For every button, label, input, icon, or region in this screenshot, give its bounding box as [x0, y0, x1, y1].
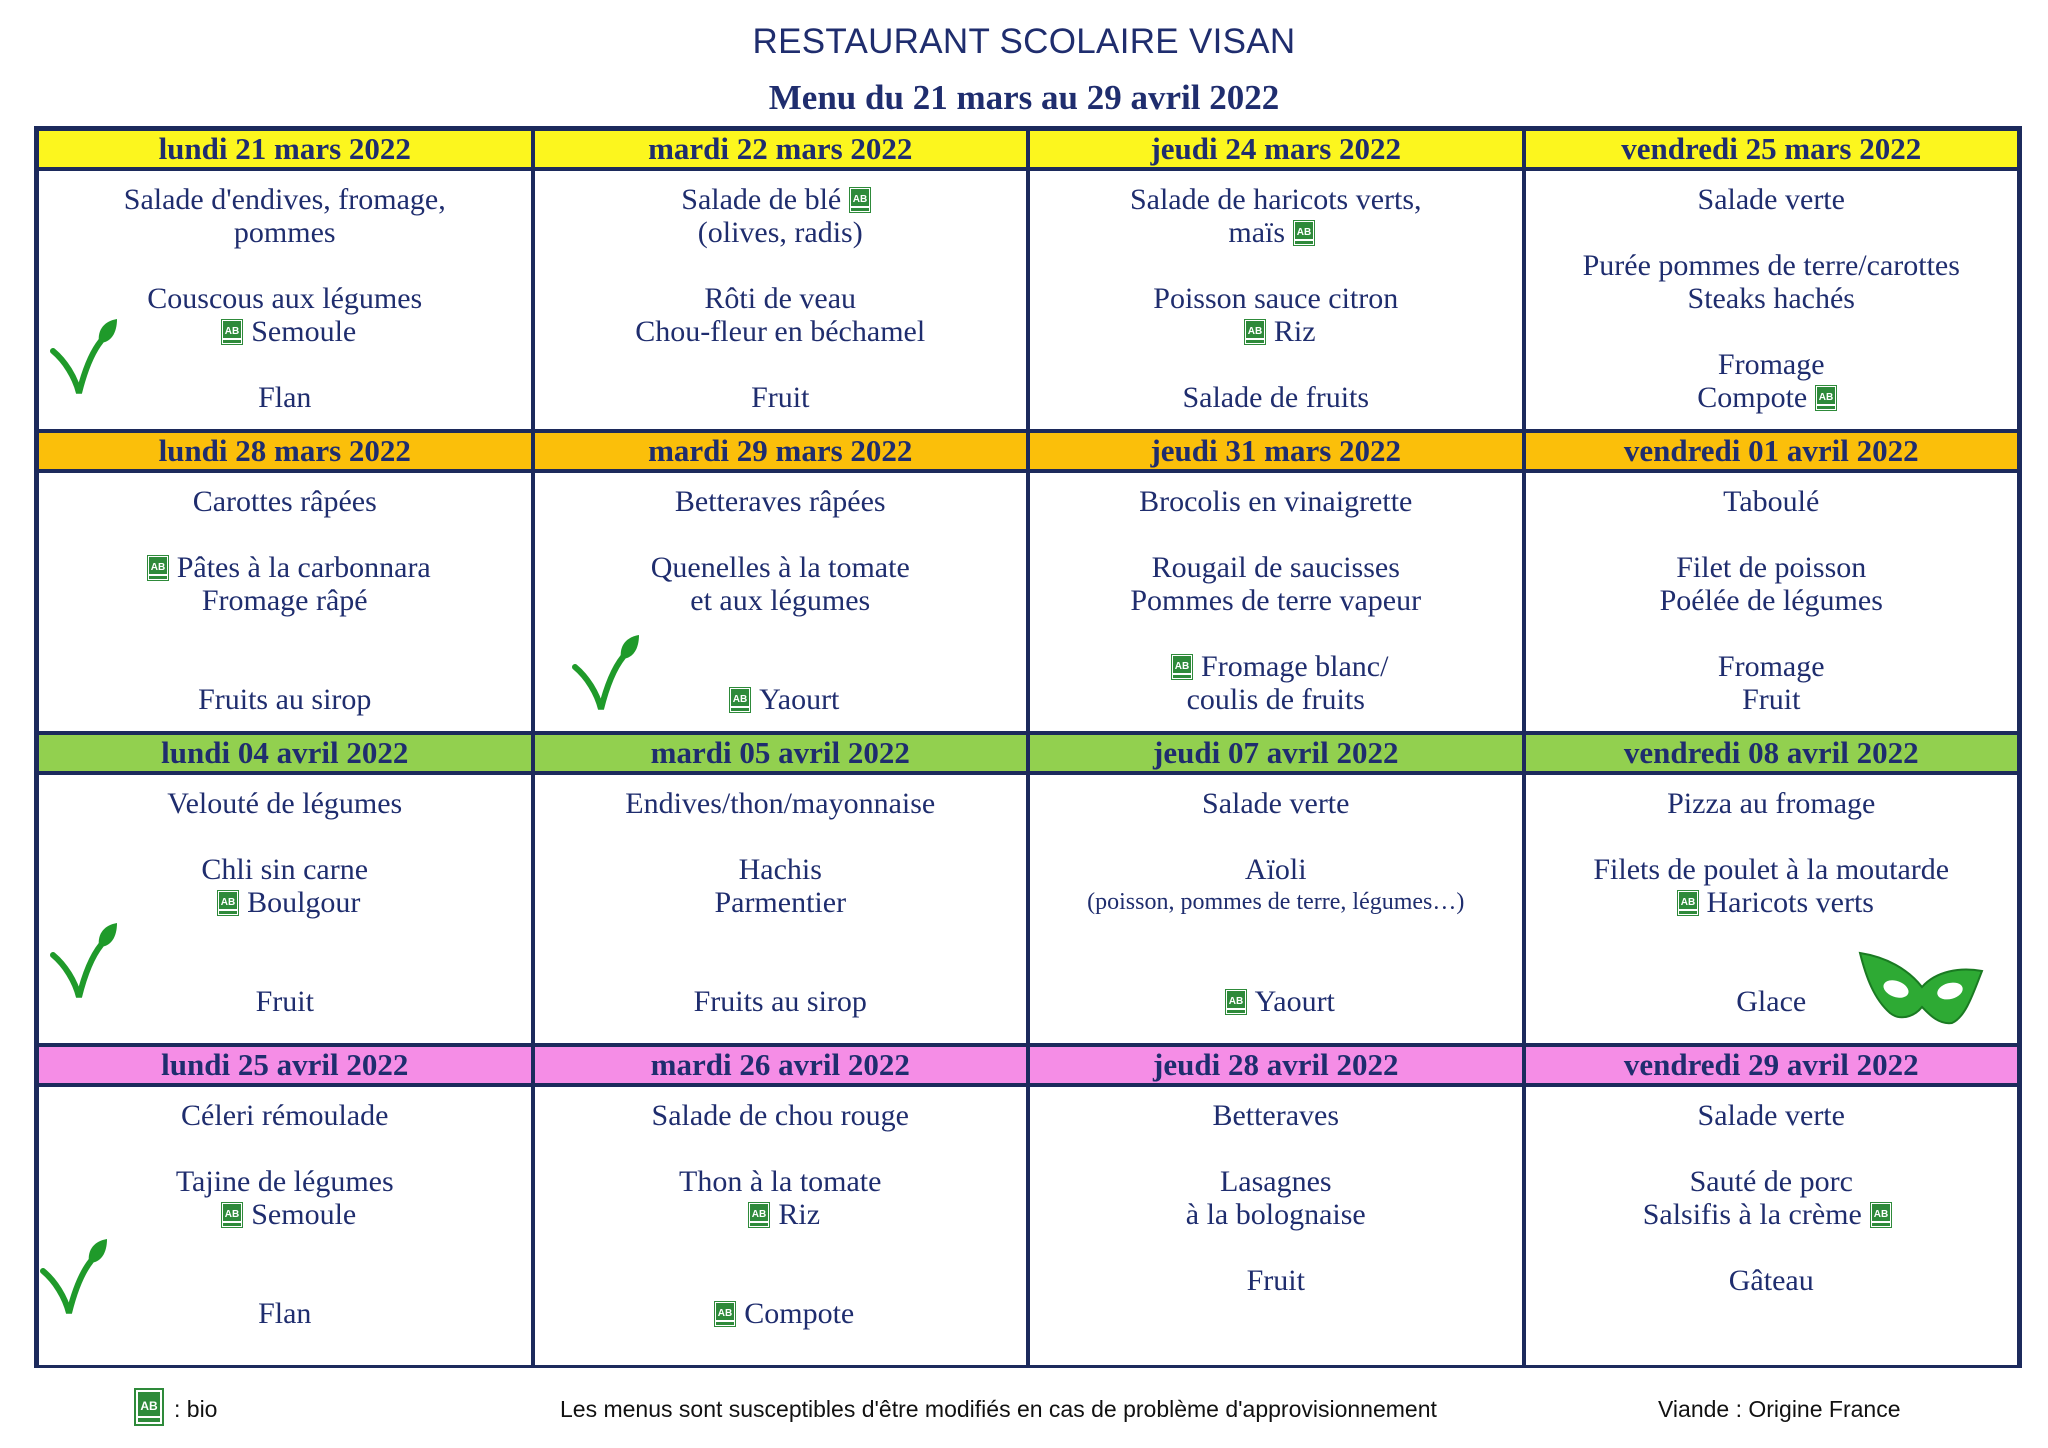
- menu-line: [535, 282, 1027, 315]
- dish-text: Poisson sauce citron: [1153, 282, 1399, 315]
- dish-text: Fruits au sirop: [693, 985, 867, 1018]
- menu-line: [1030, 348, 1522, 381]
- bio-label-icon: [1293, 220, 1315, 246]
- menu-line: [535, 183, 1027, 216]
- svg-text:AB: AB: [718, 1308, 733, 1319]
- menu-line: [1030, 985, 1522, 1018]
- dish-text: Compote: [744, 1297, 855, 1330]
- menu-line: [1030, 787, 1522, 820]
- menu-line: [535, 919, 1027, 952]
- svg-text:AB: AB: [1819, 392, 1834, 403]
- day-menu-cell: [533, 169, 1029, 431]
- menu-line: [1526, 381, 2018, 414]
- dish-text: Brocolis en vinaigrette: [1139, 485, 1413, 518]
- day-header: jeudi 24 mars 2022: [1028, 129, 1524, 169]
- dish-text: maïs: [1228, 216, 1286, 249]
- vegetarian-leaf-icon: [39, 1237, 109, 1317]
- dish-text: et aux légumes: [690, 584, 871, 617]
- dish-text: Yaourt: [1254, 985, 1335, 1018]
- dish-text: Salsifis à la crème: [1642, 1198, 1862, 1231]
- day-header: lundi 25 avril 2022: [37, 1045, 533, 1085]
- day-header: lundi 28 mars 2022: [37, 431, 533, 471]
- menu-line: [535, 787, 1027, 820]
- dish-text: Gâteau: [1728, 1264, 1814, 1297]
- day-menu-cell: [533, 1085, 1029, 1367]
- dish-text: Salade verte: [1697, 183, 1845, 216]
- dish-text: Salade d'endives, fromage,: [123, 183, 446, 216]
- menu-line: [1030, 952, 1522, 985]
- menu-line: [1526, 485, 2018, 518]
- menu-line: [535, 315, 1027, 348]
- dish-text: Compote: [1697, 381, 1808, 414]
- dish-text: Thon à la tomate: [679, 1165, 882, 1198]
- page-title: RESTAURANT SCOLAIRE VISAN: [752, 22, 1296, 61]
- dish-text: Betteraves râpées: [674, 485, 886, 518]
- menu-line: [1030, 853, 1522, 886]
- bio-label-icon: [1244, 319, 1266, 345]
- day-header: mardi 26 avril 2022: [533, 1045, 1029, 1085]
- day-menu-cell: [37, 169, 533, 431]
- menu-line: [535, 1231, 1027, 1264]
- day-menu-cell: [1028, 169, 1524, 431]
- day-header: jeudi 31 mars 2022: [1028, 431, 1524, 471]
- day-menu-cell: [1524, 471, 2020, 733]
- bio-label-icon: [134, 1388, 164, 1426]
- menu-line: [535, 1132, 1027, 1165]
- menu-line: [39, 617, 531, 650]
- dish-text: Velouté de légumes: [167, 787, 403, 820]
- menu-line: [39, 551, 531, 584]
- dish-text: Quenelles à la tomate: [650, 551, 910, 584]
- menu-line: [1526, 853, 2018, 886]
- bio-label-icon: [1815, 385, 1837, 411]
- bio-label-icon: [729, 687, 751, 713]
- menu-line: [39, 853, 531, 886]
- menu-line: [39, 282, 531, 315]
- menu-line: [535, 952, 1027, 985]
- menu-line: [39, 249, 531, 282]
- day-menu-cell: [37, 1085, 533, 1367]
- menu-line: [535, 1198, 1027, 1231]
- menu-line: [1526, 216, 2018, 249]
- menu-line: [1526, 1165, 2018, 1198]
- dish-text: Fruits au sirop: [198, 683, 372, 716]
- dish-text: Taboulé: [1723, 485, 1820, 518]
- dish-text: coulis de fruits: [1186, 683, 1365, 716]
- dish-text: Couscous aux légumes: [147, 282, 423, 315]
- bio-label-icon: [714, 1301, 736, 1327]
- dish-text: Purée pommes de terre/carottes: [1582, 249, 1960, 282]
- menu-line: [1526, 348, 2018, 381]
- dish-text: Flan: [258, 381, 312, 414]
- day-menu-cell: [1028, 773, 1524, 1045]
- dish-text: Carottes râpées: [192, 485, 377, 518]
- menu-line: [535, 381, 1027, 414]
- menu-line: [1526, 1198, 2018, 1231]
- dish-text: Glace: [1736, 985, 1807, 1018]
- menu-line: [39, 1198, 531, 1231]
- dish-text: Fromage: [1717, 650, 1825, 683]
- dish-text: (olives, radis): [697, 216, 863, 249]
- dish-text: Fromage blanc/: [1201, 650, 1389, 683]
- menu-line: [1030, 282, 1522, 315]
- dish-text: Filets de poulet à la moutarde: [1593, 853, 1950, 886]
- day-header: vendredi 08 avril 2022: [1524, 733, 2020, 773]
- dish-text: Lasagnes: [1219, 1165, 1332, 1198]
- menu-line: [535, 886, 1027, 919]
- dish-text: Flan: [258, 1297, 312, 1330]
- menu-line: [1526, 315, 2018, 348]
- dish-text: Poélée de légumes: [1659, 584, 1883, 617]
- menu-line: [535, 518, 1027, 551]
- dish-text: Pizza au fromage: [1667, 787, 1876, 820]
- dish-text: Salade de blé: [681, 183, 842, 216]
- dish-text: Semoule: [251, 1198, 357, 1231]
- dish-text: Pâtes à la carbonnara: [176, 551, 431, 584]
- menu-line: [1526, 249, 2018, 282]
- dish-text: Salade de chou rouge: [651, 1099, 909, 1132]
- menu-line: [535, 853, 1027, 886]
- svg-text:AB: AB: [1174, 661, 1190, 672]
- svg-text:AB: AB: [150, 562, 165, 573]
- dish-text: Fruit: [1742, 683, 1801, 716]
- dish-text: Fruit: [1246, 1264, 1305, 1297]
- menu-line: [1526, 787, 2018, 820]
- menu-line: [1030, 584, 1522, 617]
- menu-line: [39, 683, 531, 716]
- menu-line: [39, 820, 531, 853]
- bio-label-icon: [1677, 890, 1699, 916]
- dish-text: Céleri rémoulade: [181, 1099, 389, 1132]
- menu-line: [39, 1264, 531, 1297]
- day-header: mardi 29 mars 2022: [533, 431, 1029, 471]
- menu-line: [1030, 249, 1522, 282]
- menu-line: [1030, 485, 1522, 518]
- menu-line: [535, 551, 1027, 584]
- bio-label-icon: [217, 890, 239, 916]
- day-menu-cell: [1524, 169, 2020, 431]
- dish-text: pommes: [233, 216, 336, 249]
- dish-text: Salade verte: [1202, 787, 1350, 820]
- dish-text: Rougail de saucisses: [1151, 551, 1400, 584]
- day-header: vendredi 29 avril 2022: [1524, 1045, 2020, 1085]
- svg-text:AB: AB: [852, 194, 868, 205]
- menu-line: [1526, 650, 2018, 683]
- day-header: vendredi 01 avril 2022: [1524, 431, 2020, 471]
- dish-text: Parmentier: [714, 886, 847, 919]
- dish-text: (poisson, pommes de terre, légumes…): [1087, 889, 1465, 915]
- dish-text: Riz: [1273, 315, 1316, 348]
- menu-line: [1030, 886, 1522, 919]
- bio-label-icon: [1225, 989, 1247, 1015]
- menu-line: [535, 584, 1027, 617]
- bio-label-icon: [1171, 654, 1193, 680]
- menu-line: [1526, 1132, 2018, 1165]
- dish-text: Rôti de veau: [704, 282, 857, 315]
- menu-line: [535, 216, 1027, 249]
- day-header: lundi 04 avril 2022: [37, 733, 533, 773]
- day-header: mardi 22 mars 2022: [533, 129, 1029, 169]
- menu-table: [34, 126, 2022, 1368]
- svg-text:AB: AB: [225, 326, 240, 337]
- dish-text: Betteraves: [1212, 1099, 1340, 1132]
- menu-line: [1030, 1132, 1522, 1165]
- dish-text: Haricots verts: [1706, 886, 1874, 919]
- menu-line: [535, 249, 1027, 282]
- menu-line: [535, 1297, 1027, 1330]
- bio-legend-text: : bio: [174, 1396, 218, 1422]
- menu-line: [39, 584, 531, 617]
- menu-line: [1526, 820, 2018, 853]
- menu-line: [1526, 518, 2018, 551]
- day-menu-cell: [37, 471, 533, 733]
- menu-line: [1526, 886, 2018, 919]
- bio-label-icon: [147, 555, 169, 581]
- menu-line: [1030, 1264, 1522, 1297]
- dish-text: à la bolognaise: [1185, 1198, 1366, 1231]
- menu-line: [1030, 1297, 1522, 1330]
- dish-text: Tajine de légumes: [175, 1165, 394, 1198]
- menu-line: [1030, 315, 1522, 348]
- menu-line: [1526, 551, 2018, 584]
- dish-text: Aïoli: [1244, 853, 1307, 886]
- svg-text:AB: AB: [1247, 326, 1263, 337]
- day-menu-cell: [1524, 773, 2020, 1045]
- menu-line: [535, 985, 1027, 1018]
- dish-text: Fromage râpé: [201, 584, 368, 617]
- menu-line: [39, 1231, 531, 1264]
- dish-text: Fromage: [1717, 348, 1825, 381]
- bio-label-icon: [748, 1202, 770, 1228]
- menu-line: [1030, 1099, 1522, 1132]
- dish-text: Boulgour: [247, 886, 361, 919]
- day-header: mardi 05 avril 2022: [533, 733, 1029, 773]
- meat-origin-note: Viande : Origine France: [1658, 1396, 1901, 1422]
- menu-line: [39, 1297, 531, 1330]
- day-menu-cell: [533, 773, 1029, 1045]
- menu-line: [535, 820, 1027, 853]
- day-menu-cell: [1524, 1085, 2020, 1367]
- menu-line: [1030, 1198, 1522, 1231]
- menu-line: [39, 1165, 531, 1198]
- dish-text: Chou-fleur en béchamel: [635, 315, 926, 348]
- day-header: jeudi 28 avril 2022: [1028, 1045, 1524, 1085]
- menu-line: [1030, 820, 1522, 853]
- menu-line: [39, 183, 531, 216]
- menu-line: [1526, 1264, 2018, 1297]
- dish-text: Semoule: [251, 315, 357, 348]
- menu-line: [1030, 650, 1522, 683]
- menu-line: [1526, 1231, 2018, 1264]
- day-menu-cell: [37, 773, 533, 1045]
- dish-text: Chli sin carne: [201, 853, 369, 886]
- dish-text: Endives/thon/mayonnaise: [625, 787, 936, 820]
- dish-text: Steaks hachés: [1687, 282, 1855, 315]
- dish-text: Pommes de terre vapeur: [1130, 584, 1422, 617]
- carnival-mask-icon: [1856, 947, 1986, 1027]
- vegetarian-leaf-icon: [49, 317, 119, 397]
- day-header: vendredi 25 mars 2022: [1524, 129, 2020, 169]
- svg-text:AB: AB: [1873, 1209, 1889, 1220]
- menu-line: [1526, 183, 2018, 216]
- menu-line: [535, 1264, 1027, 1297]
- dish-text: Filet de poisson: [1676, 551, 1867, 584]
- menu-line: [1030, 1165, 1522, 1198]
- dish-text: Sauté de porc: [1689, 1165, 1853, 1198]
- day-header: jeudi 07 avril 2022: [1028, 733, 1524, 773]
- svg-text:AB: AB: [1228, 996, 1243, 1007]
- menu-line: [1526, 683, 2018, 716]
- dish-text: Riz: [778, 1198, 821, 1231]
- menu-line: [1526, 1099, 2018, 1132]
- svg-text:AB: AB: [220, 897, 236, 908]
- svg-text:AB: AB: [1296, 227, 1312, 238]
- dish-text: Hachis: [738, 853, 822, 886]
- dish-text: Salade de haricots verts,: [1129, 183, 1422, 216]
- menu-line: [1030, 551, 1522, 584]
- dish-text: Yaourt: [759, 683, 840, 716]
- dish-text: Fruit: [751, 381, 810, 414]
- menu-line: [39, 650, 531, 683]
- menu-line: [1526, 584, 2018, 617]
- menu-line: [1030, 1231, 1522, 1264]
- bio-label-icon: [1870, 1202, 1892, 1228]
- menu-line: [1526, 617, 2018, 650]
- menu-line: [1030, 617, 1522, 650]
- menu-line: [1030, 919, 1522, 952]
- menu-line: [39, 1132, 531, 1165]
- menu-line: [535, 1099, 1027, 1132]
- day-menu-cell: [1028, 471, 1524, 733]
- menu-line: [39, 518, 531, 551]
- svg-text:AB: AB: [752, 1209, 767, 1220]
- menu-line: [1526, 1297, 2018, 1330]
- day-menu-cell: [533, 471, 1029, 733]
- menu-line: [39, 216, 531, 249]
- dish-text: Salade de fruits: [1182, 381, 1370, 414]
- vegetarian-leaf-icon: [49, 921, 119, 1001]
- dish-text: Fruit: [255, 985, 314, 1018]
- menu-line: [39, 787, 531, 820]
- svg-text:AB: AB: [1680, 897, 1695, 908]
- menu-line: [39, 1099, 531, 1132]
- bio-label-icon: [849, 187, 871, 213]
- day-menu-cell: [1028, 1085, 1524, 1367]
- svg-text:AB: AB: [225, 1209, 240, 1220]
- menu-line: [535, 348, 1027, 381]
- dish-text: Salade verte: [1697, 1099, 1845, 1132]
- menu-line: [1030, 216, 1522, 249]
- menu-line: [1030, 381, 1522, 414]
- menu-line: [535, 1165, 1027, 1198]
- menu-line: [535, 485, 1027, 518]
- supply-notice: Les menus sont susceptibles d'être modifiés en cas de problème d'approvisionnement: [560, 1396, 1437, 1422]
- menu-line: [1030, 183, 1522, 216]
- vegetarian-leaf-icon: [571, 633, 641, 713]
- menu-line: [39, 886, 531, 919]
- menu-line: [1030, 683, 1522, 716]
- day-header: lundi 21 mars 2022: [37, 129, 533, 169]
- bio-label-icon: [221, 319, 243, 345]
- menu-line: [39, 485, 531, 518]
- svg-text:AB: AB: [732, 694, 748, 705]
- bio-label-icon: [221, 1202, 243, 1228]
- svg-text:AB: AB: [140, 1399, 158, 1413]
- menu-period-subtitle: Menu du 21 mars au 29 avril 2022: [768, 78, 1280, 117]
- menu-line: [1526, 282, 2018, 315]
- menu-line: [1030, 518, 1522, 551]
